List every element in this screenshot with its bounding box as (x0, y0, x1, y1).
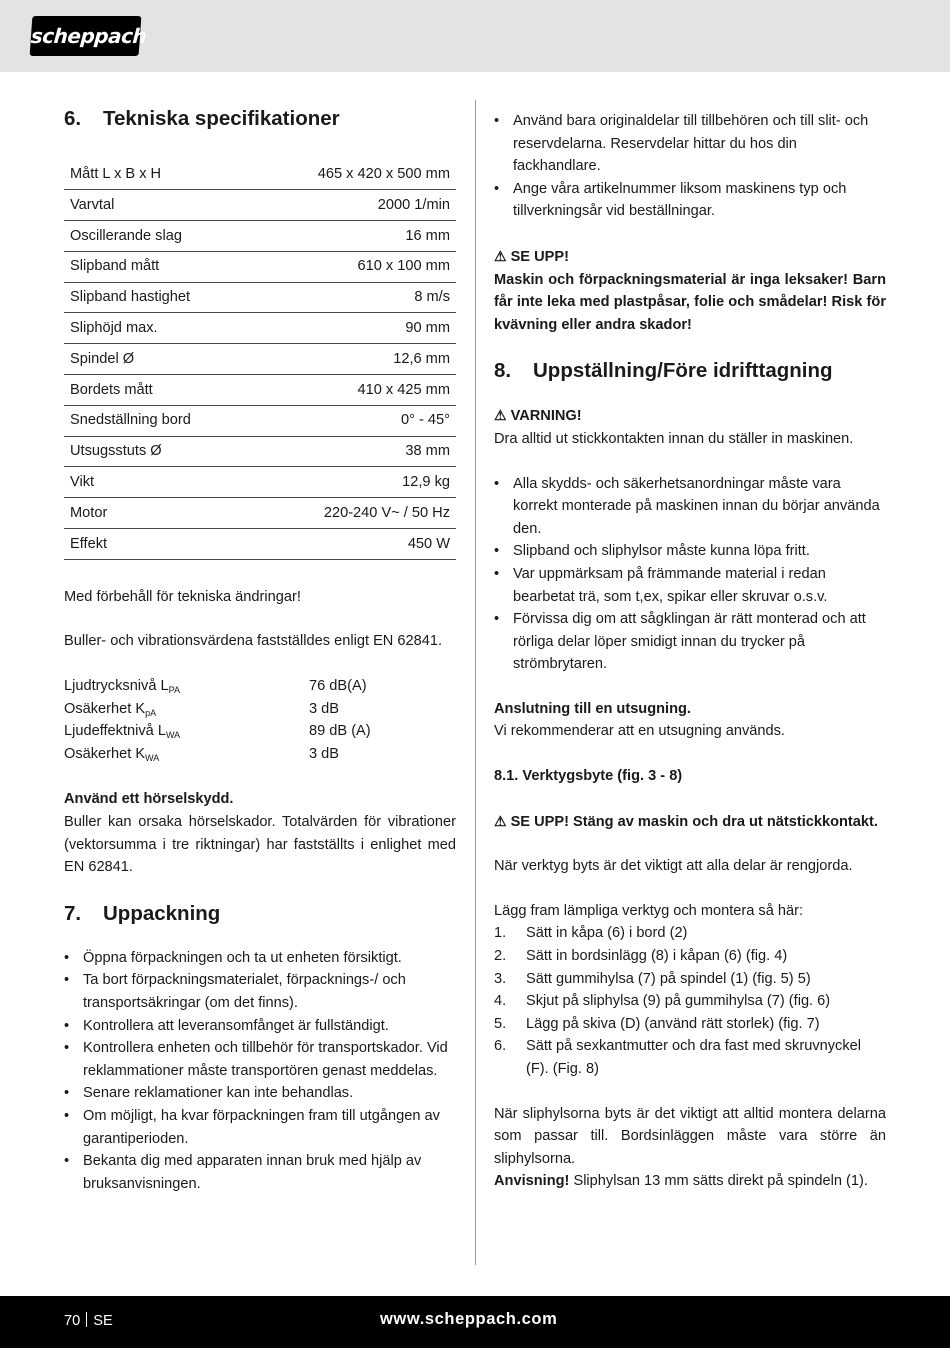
step-text: Skjut på sliphylsa (9) på gummihylsa (7) (fig. 6) (526, 993, 831, 1010)
list-item: • Kontrollera enheten och tillbehör för transportskador. Vid reklammationer måste transportören genast meddelas. (64, 1037, 456, 1082)
footer-bar (0, 1296, 950, 1348)
section-6-heading: 6. Tekniska specifikationer (64, 107, 340, 130)
list-item: • Öppna förpackningen och ta ut enheten försiktigt. (64, 947, 456, 970)
language-code: SE (93, 1313, 113, 1329)
step-text: Sätt in kåpa (6) i bord (2) (526, 925, 688, 942)
noise-row (64, 720, 456, 743)
unpack-list (64, 947, 456, 1196)
header-bar (0, 0, 950, 72)
warning-triangle-icon: ⚠ (494, 812, 507, 829)
list-item: • Ange våra artikelnummer liksom maskinens typ och tillverkningsår vid beställningar. (494, 178, 886, 223)
spec-value: 12,6 mm (252, 344, 456, 375)
spec-row (64, 159, 456, 190)
parts-list (494, 110, 886, 223)
noise-value: 3 dB (309, 700, 340, 717)
step-number: 2. (494, 948, 507, 965)
warning-triangle-icon: ⚠ (494, 407, 507, 424)
step-number: 6. (494, 1038, 507, 1055)
footer-separator (86, 1312, 87, 1327)
step-text: Sätt på sexkantmutter och dra fast med skruvnyckel (F). (Fig. 8) (526, 1038, 861, 1077)
spec-label: Utsugsstuts Ø (64, 436, 252, 467)
list-item: • Var uppmärksam på främmande material i redan bearbetat trä, som t,ex, spikar eller skruvar o.s.v. (494, 563, 886, 608)
spec-value: 220-240 V~ / 50 Hz (252, 498, 456, 529)
list-item: • Senare reklamationer kan inte behandlas. (64, 1082, 456, 1105)
warning-text: Dra alltid ut stickkontakten innan du ställer in maskinen. (494, 430, 854, 447)
section-8-heading: 8. Uppställning/Före idrifttagning (494, 359, 833, 383)
spec-value: 38 mm (252, 436, 456, 467)
noise-label: Ljudeffektnivå $L_{WA}$ (64, 723, 181, 741)
subsection-8-1-heading: 8.1. Verktygsbyte (fig. 3 - 8) (494, 768, 683, 785)
spec-row (64, 282, 456, 313)
brand-logo: scheppach (30, 16, 142, 56)
list-item: • Använd bara originaldelar till tillbehören och till slit- och reservdelarna. Reservdelar hittar du hos din fackhandlare. (494, 110, 886, 178)
step-number: 5. (494, 1015, 507, 1032)
spec-label: Slipband mått (64, 251, 252, 282)
step-number: 4. (494, 993, 507, 1010)
noise-row (64, 743, 456, 766)
setup-list (494, 473, 886, 676)
spec-value: 2000 1/min (252, 190, 456, 221)
step-number: 3. (494, 970, 507, 987)
spec-value: 410 x 425 mm (252, 375, 456, 406)
left-column (64, 100, 456, 1195)
noise-intro: Buller- och vibrationsvärdena fastställdes enligt EN 62841. (64, 633, 443, 650)
spec-value: 0° - 45° (252, 405, 456, 436)
noise-label: Ljudtrycksnivå $L_{PA}$ (64, 678, 180, 696)
connection-heading: Anslutning till en utsugning. (494, 700, 691, 717)
spec-value: 465 x 420 x 500 mm (252, 159, 456, 190)
caution-text: Maskin och förpackningsmaterial är inga leksaker! Barn får inte leka med plastpåsar, folie och smådelar! Risk för kvävning eller andra skador! (494, 271, 886, 333)
caution-label: ⚠ SE UPP! (494, 245, 886, 269)
list-item: • Bekanta dig med apparaten innan bruk med hjälp av bruksanvisningen. (64, 1150, 456, 1195)
spec-row (64, 221, 456, 252)
column-divider (475, 100, 476, 1265)
connection-text: Vi rekommenderar att en utsugning används. (494, 723, 785, 740)
spec-row (64, 467, 456, 498)
website-link[interactable]: www.scheppach.com (380, 1310, 558, 1328)
spec-row (64, 375, 456, 406)
spec-label: Mått L x B x H (64, 159, 252, 190)
list-item: • Slipband och sliphylsor måste kunna löpa fritt. (494, 540, 886, 563)
noise-value: 89 dB (A) (309, 723, 371, 740)
noise-label: Osäkerhet $K_{WA}$ (64, 745, 160, 763)
spec-label: Vikt (64, 467, 252, 498)
noise-table (64, 675, 456, 765)
noise-row (64, 698, 456, 721)
steps-intro: Lägg fram lämpliga verktyg och montera så här: (494, 902, 804, 919)
spec-label: Spindel Ø (64, 344, 252, 375)
warning-label: ⚠ VARNING! (494, 404, 886, 428)
noise-value: 76 dB(A) (309, 678, 367, 695)
spec-label: Bordets mått (64, 375, 252, 406)
spec-value: 450 W (252, 529, 456, 560)
page-info (64, 1310, 113, 1333)
spec-label: Snedställning bord (64, 405, 252, 436)
spec-row (64, 344, 456, 375)
noise-value: 3 dB (309, 745, 340, 762)
step-item (494, 922, 886, 945)
step-item (494, 990, 886, 1013)
warning-triangle-icon: ⚠ (494, 247, 507, 264)
clean-text: När verktyg byts är det viktigt att alla delar är rengjorda. (494, 858, 853, 875)
right-column (494, 100, 886, 1193)
noise-row (64, 675, 456, 698)
spec-label: Slipband hastighet (64, 282, 252, 313)
step-text: Sätt in bordsinlägg (8) i kåpan (6) (fig. 4) (526, 948, 788, 965)
list-item: • Förvissa dig om att sågklingan är rätt monterad och att rörliga delar löper smidigt innan du trycker på strömbrytaren. (494, 608, 886, 676)
sleeve-text: När sliphylsorna byts är det viktigt att alltid montera delarna som passar till. Bordsinläggen måste vara större än sliphylsorna. (494, 1105, 886, 1167)
step-item (494, 1035, 886, 1080)
hearing-protection-heading: Använd ett hörselskydd. (64, 791, 234, 808)
step-text: Lägg på skiva (D) (använd rätt storlek) (fig. 7) (526, 1015, 820, 1032)
caution-2: ⚠ SE UPP! Stäng av maskin och dra ut nätstickkontakt. (494, 810, 886, 834)
list-item: • Kontrollera att leveransomfånget är fullständigt. (64, 1015, 456, 1038)
spec-row (64, 529, 456, 560)
section-7-heading: 7. Uppackning (64, 901, 221, 925)
spec-value: 12,9 kg (252, 467, 456, 498)
spec-label: Oscillerande slag (64, 221, 252, 252)
noise-label: Osäkerhet $K_{pA}$ (64, 700, 157, 718)
list-item: • Om möjligt, ha kvar förpackningen fram till utgången av garantiperioden. (64, 1105, 456, 1150)
page-number: 70 (64, 1313, 81, 1329)
spec-label: Effekt (64, 529, 252, 560)
step-number: 1. (494, 925, 507, 942)
note-text: Anvisning! Sliphylsan 13 mm sätts direkt på spindeln (1). (494, 1173, 868, 1190)
spec-row (64, 313, 456, 344)
reserve-note: Med förbehåll för tekniska ändringar! (64, 588, 301, 605)
spec-row (64, 190, 456, 221)
spec-label: Motor (64, 498, 252, 529)
list-item: • Alla skydds- och säkerhetsanordningar måste vara korrekt monterade på maskinen innan du börjar använda den. (494, 473, 886, 541)
step-item (494, 1013, 886, 1036)
step-item (494, 945, 886, 968)
spec-row (64, 498, 456, 529)
steps-list (494, 922, 886, 1080)
spec-row (64, 405, 456, 436)
step-item (494, 968, 886, 991)
list-item: • Ta bort förpackningsmaterialet, förpacknings-/ och transportsäkringar (om det finns). (64, 969, 456, 1014)
spec-value: 16 mm (252, 221, 456, 252)
spec-label: Varvtal (64, 190, 252, 221)
spec-value: 8 m/s (252, 282, 456, 313)
spec-label: Sliphöjd max. (64, 313, 252, 344)
spec-value: 610 x 100 mm (252, 251, 456, 282)
spec-value: 90 mm (252, 313, 456, 344)
spec-table (64, 159, 456, 560)
spec-row (64, 251, 456, 282)
hearing-text: Buller kan orsaka hörselskador. Totalvärden för vibrationer (vektorsumma i tre riktningar) har fastställts i enlighet med EN 62841. (64, 814, 456, 876)
step-text: Sätt gummihylsa (7) på spindel (1) (fig. 5) 5) (526, 970, 811, 987)
spec-row (64, 436, 456, 467)
